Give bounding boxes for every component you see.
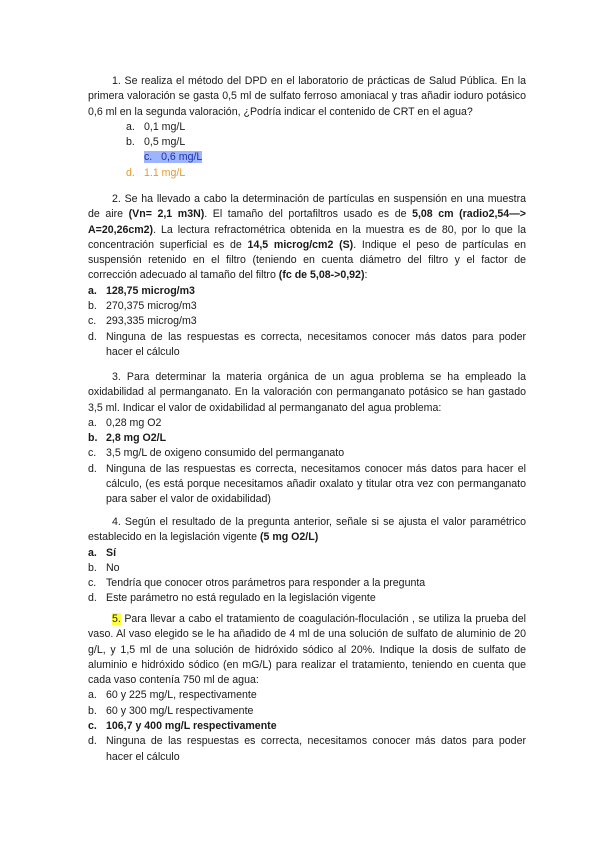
question-1-text: 1. Se realiza el método del DPD en el laboratorio de prácticas de Salud Pública. En la primera valoración se gasta 0,5 ml de sulfato ferroso amoniacal y tras añadir ioduro potásico 0,6 ml en la segunda valoración, ¿Podría indicar el contenido de CRT en el agua? [88, 75, 526, 118]
question-2-number: 2. [112, 193, 121, 205]
question-4-text: 4. Según el resultado de la pregunta anterior, señale si se ajusta el valor paramétrico establecido en la legislación vigente (5 mg O2/L) [88, 516, 526, 544]
question-1-number: 1. [112, 75, 121, 87]
question-5-text: 5. Para llevar a cabo el tratamiento de coagulación-floculación , se utiliza la prueba del vaso. Al vaso elegido se le ha añadido de 4 ml de una solución de sulfato de aluminio de 20 g/L, y 1,5 ml de una solución de hidróxido sódico al 20%. Indique la dosis de sulfato de aluminio e hidróxido sódico (en mG/L) para realizar el tratamiento, teniendo en cuenta que cada vaso contenía 750 ml de agua: [88, 613, 526, 687]
question-1 [88, 74, 526, 181]
q4-option-b[interactable]: b. No [88, 561, 120, 574]
q4-option-d[interactable]: d. Este parámetro no está regulado en la legislación vigente [88, 592, 376, 605]
q3-option-a[interactable]: a. 0,28 mg O2 [88, 416, 162, 429]
question-2-text: 2. Se ha llevado a cabo la determinación de partículas en suspensión en una muestra de aire (Vn= 2,1 m3N). El tamaño del portafiltros usado es de 5,08 cm (radio2,54—> A=20,26cm2). La lectura refractométrica obtenida en la muestra es de 80, por lo que la concentración superficial es de 14,5 microg/cm2 (S). Indique el peso de partículas en suspensión retenido en el filtro (teniendo en cuenta diámetro del filtro y el factor de corrección adecuado al tamaño del filtro (fc de 5,08->0,92): [88, 193, 527, 282]
q4-option-a[interactable]: a. Sí [88, 546, 117, 559]
question-5-options [88, 688, 526, 764]
question-3-text: 3. Para determinar la materia orgánica de un agua problema se ha empleado la oxidabilidad al permanganato. En la valoración con permanganato potásico se han gastado 3,5 ml. Indicar el valor de oxidabilidad al permanganato del agua problema: [88, 371, 526, 414]
q1-option-c[interactable] [126, 150, 526, 165]
q5-option-d[interactable]: d. Ninguna de las respuestas es correcta, necesitamos conocer más datos para poder hacer el cálculo [88, 735, 526, 763]
q1-option-b[interactable]: b. 0,5 mg/L [126, 136, 186, 149]
question-4-number: 4. [112, 516, 121, 528]
q5-option-c[interactable]: c. 106,7 y 400 mg/L respectivamente [88, 720, 277, 733]
question-3-options [88, 416, 526, 508]
q3-option-b[interactable]: b. 2,8 mg O2/L [88, 432, 167, 445]
question-1-options [126, 120, 526, 181]
question-2-options [88, 284, 526, 360]
q1-option-d[interactable]: d. 1.1 mg/L [126, 166, 186, 179]
question-3-number: 3. [112, 371, 121, 383]
q5-option-a[interactable]: a. 60 y 225 mg/L, respectivamente [88, 689, 257, 702]
q4-option-c[interactable]: c. Tendría que conocer otros parámetros para responder a la pregunta [88, 577, 426, 590]
question-4-options [88, 546, 526, 607]
q2-option-c[interactable]: c. 293,335 microg/m3 [88, 315, 197, 328]
q5-option-b[interactable]: b. 60 y 300 mg/L respectivamente [88, 704, 254, 717]
q3-option-c[interactable]: c. 3,5 mg/L de oxigeno consumido del permanganato [88, 447, 345, 460]
q2-option-d[interactable]: d. Ninguna de las respuestas es correcta, necesitamos conocer más datos para poder hacer el cálculo [88, 330, 526, 358]
q2-option-b[interactable]: b. 270,375 microg/m3 [88, 300, 197, 313]
q1-option-a[interactable]: a. 0,1 mg/L [126, 120, 186, 133]
q2-option-a[interactable]: a. 128,75 microg/m3 [88, 284, 195, 297]
question-4 [88, 515, 526, 607]
question-2 [88, 192, 526, 360]
question-5 [88, 612, 526, 765]
question-5-number: 5. [112, 613, 121, 625]
q3-option-d[interactable]: d. Ninguna de las respuestas es correcta, necesitamos conocer más datos para hacer el cálculo, (es está porque necesitamos añadir oxalato y titular otra vez con permanganato para saber el valor de oxidabilidad) [88, 462, 526, 506]
q1-option-c-highlight: c. 0,6 mg/L [144, 151, 203, 164]
question-3 [88, 370, 526, 508]
